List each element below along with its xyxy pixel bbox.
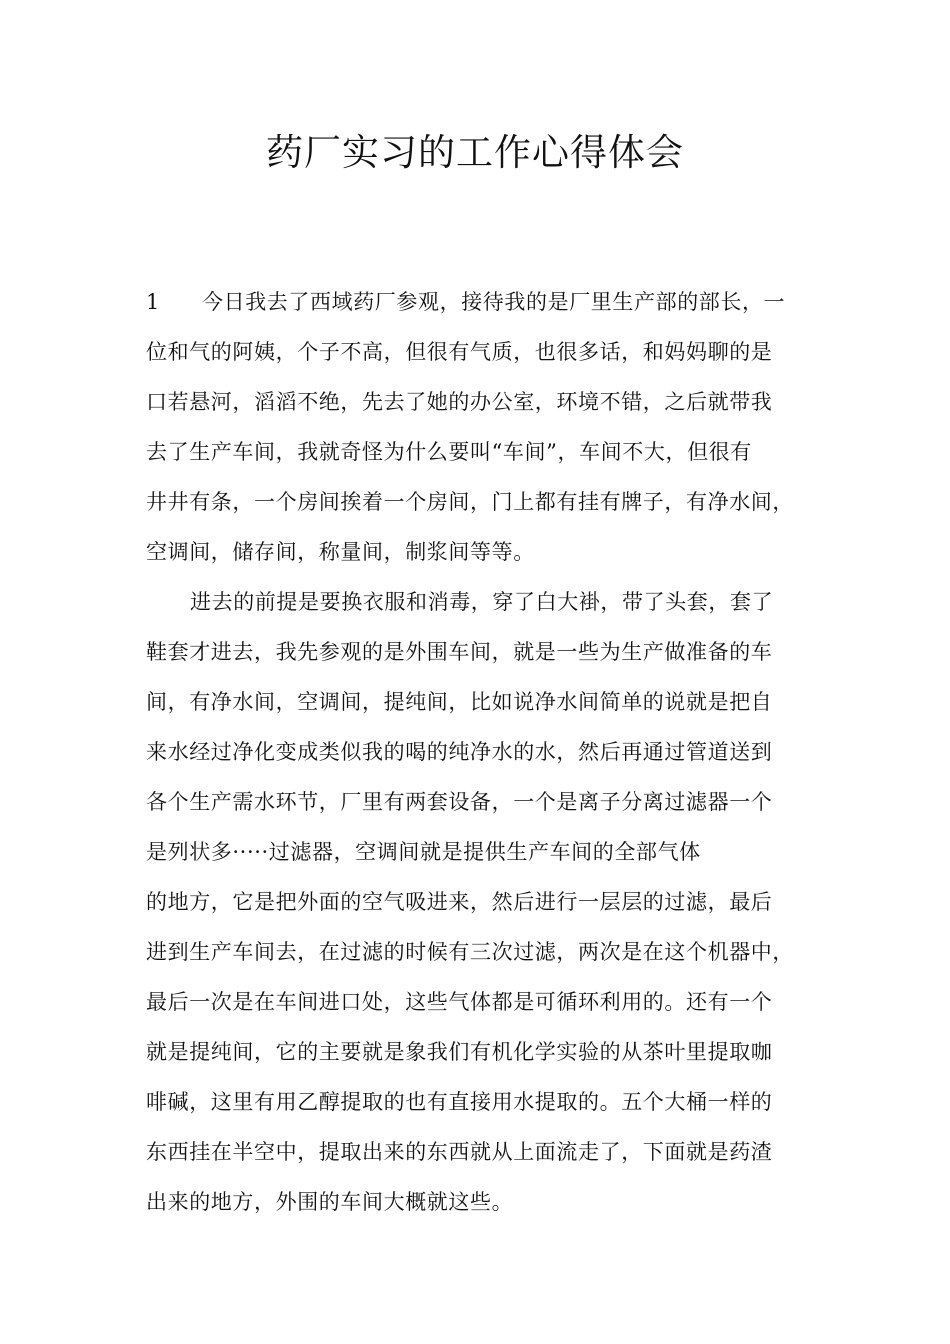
paragraph-1-line-4: 去了生产车间，我就奇怪为什么要叫“车间”，车间不大，但很有 [146, 440, 752, 464]
paragraph-1-line-2: 位和气的阿姨，个子不高，但很有气质，也很多话，和妈妈聊的是 [146, 340, 773, 364]
paragraph-2-line-5: 各个生产需水环节，厂里有两套设备，一个是离子分离过滤器一个 [146, 790, 773, 814]
paragraph-1-line-5: 井井有条，一个房间挨着一个房间，门上都有挂有牌子，有净水间， [146, 490, 794, 514]
paragraph-2-line-12: 东西挂在半空中，提取出来的东西就从上面流走了，下面就是药渣 [146, 1140, 773, 1164]
paragraph-2-line-3: 间，有净水间，空调间，提纯间，比如说净水间简单的说就是把自 [146, 690, 773, 714]
paragraph-2-line-6: 是列状多·····过滤器，空调间就是提供生产车间的全部气体 [146, 840, 701, 864]
paragraph-number: 1 [146, 290, 160, 314]
paragraph-2-line-9: 最后一次是在车间进口处，这些气体都是可循环利用的。还有一个 [146, 990, 773, 1014]
paragraph-2-line-10: 就是提纯间，它的主要就是象我们有机化学实验的从茶叶里提取咖 [146, 1040, 773, 1064]
paragraph-2-line-4: 来水经过净化变成类似我的喝的纯净水的水，然后再通过管道送到 [146, 740, 773, 764]
paragraph-1-line-1 [146, 277, 826, 327]
paragraph-2-line-2: 鞋套才进去，我先参观的是外围车间，就是一些为生产做准备的车 [146, 640, 773, 664]
paragraph-2-line-1: 进去的前提是要换衣服和消毒，穿了白大褂，带了头套，套了 [190, 590, 774, 614]
document-title: 药厂实习的工作心得体会 [266, 131, 684, 174]
paragraph-2-line-7: 的地方，它是把外面的空气吸进来，然后进行一层层的过滤，最后 [146, 890, 773, 914]
paragraph-1-line-3: 口若悬河，滔滔不绝，先去了她的办公室，环境不错，之后就带我 [146, 390, 773, 414]
paragraph-1-line-6: 空调间，储存间，称量间，制浆间等等。 [146, 540, 535, 564]
paragraph-2-line-8: 进到生产车间去，在过滤的时候有三次过滤，两次是在这个机器中， [146, 940, 794, 964]
line-text: 今日我去了西域药厂参观，接待我的是厂里生产部的部长，一 [202, 290, 786, 314]
paragraph-2-line-11: 啡碱，这里有用乙醇提取的也有直接用水提取的。五个大桶一样的 [146, 1090, 773, 1114]
paragraph-2-line-13: 出来的地方，外围的车间大概就这些。 [146, 1190, 514, 1214]
